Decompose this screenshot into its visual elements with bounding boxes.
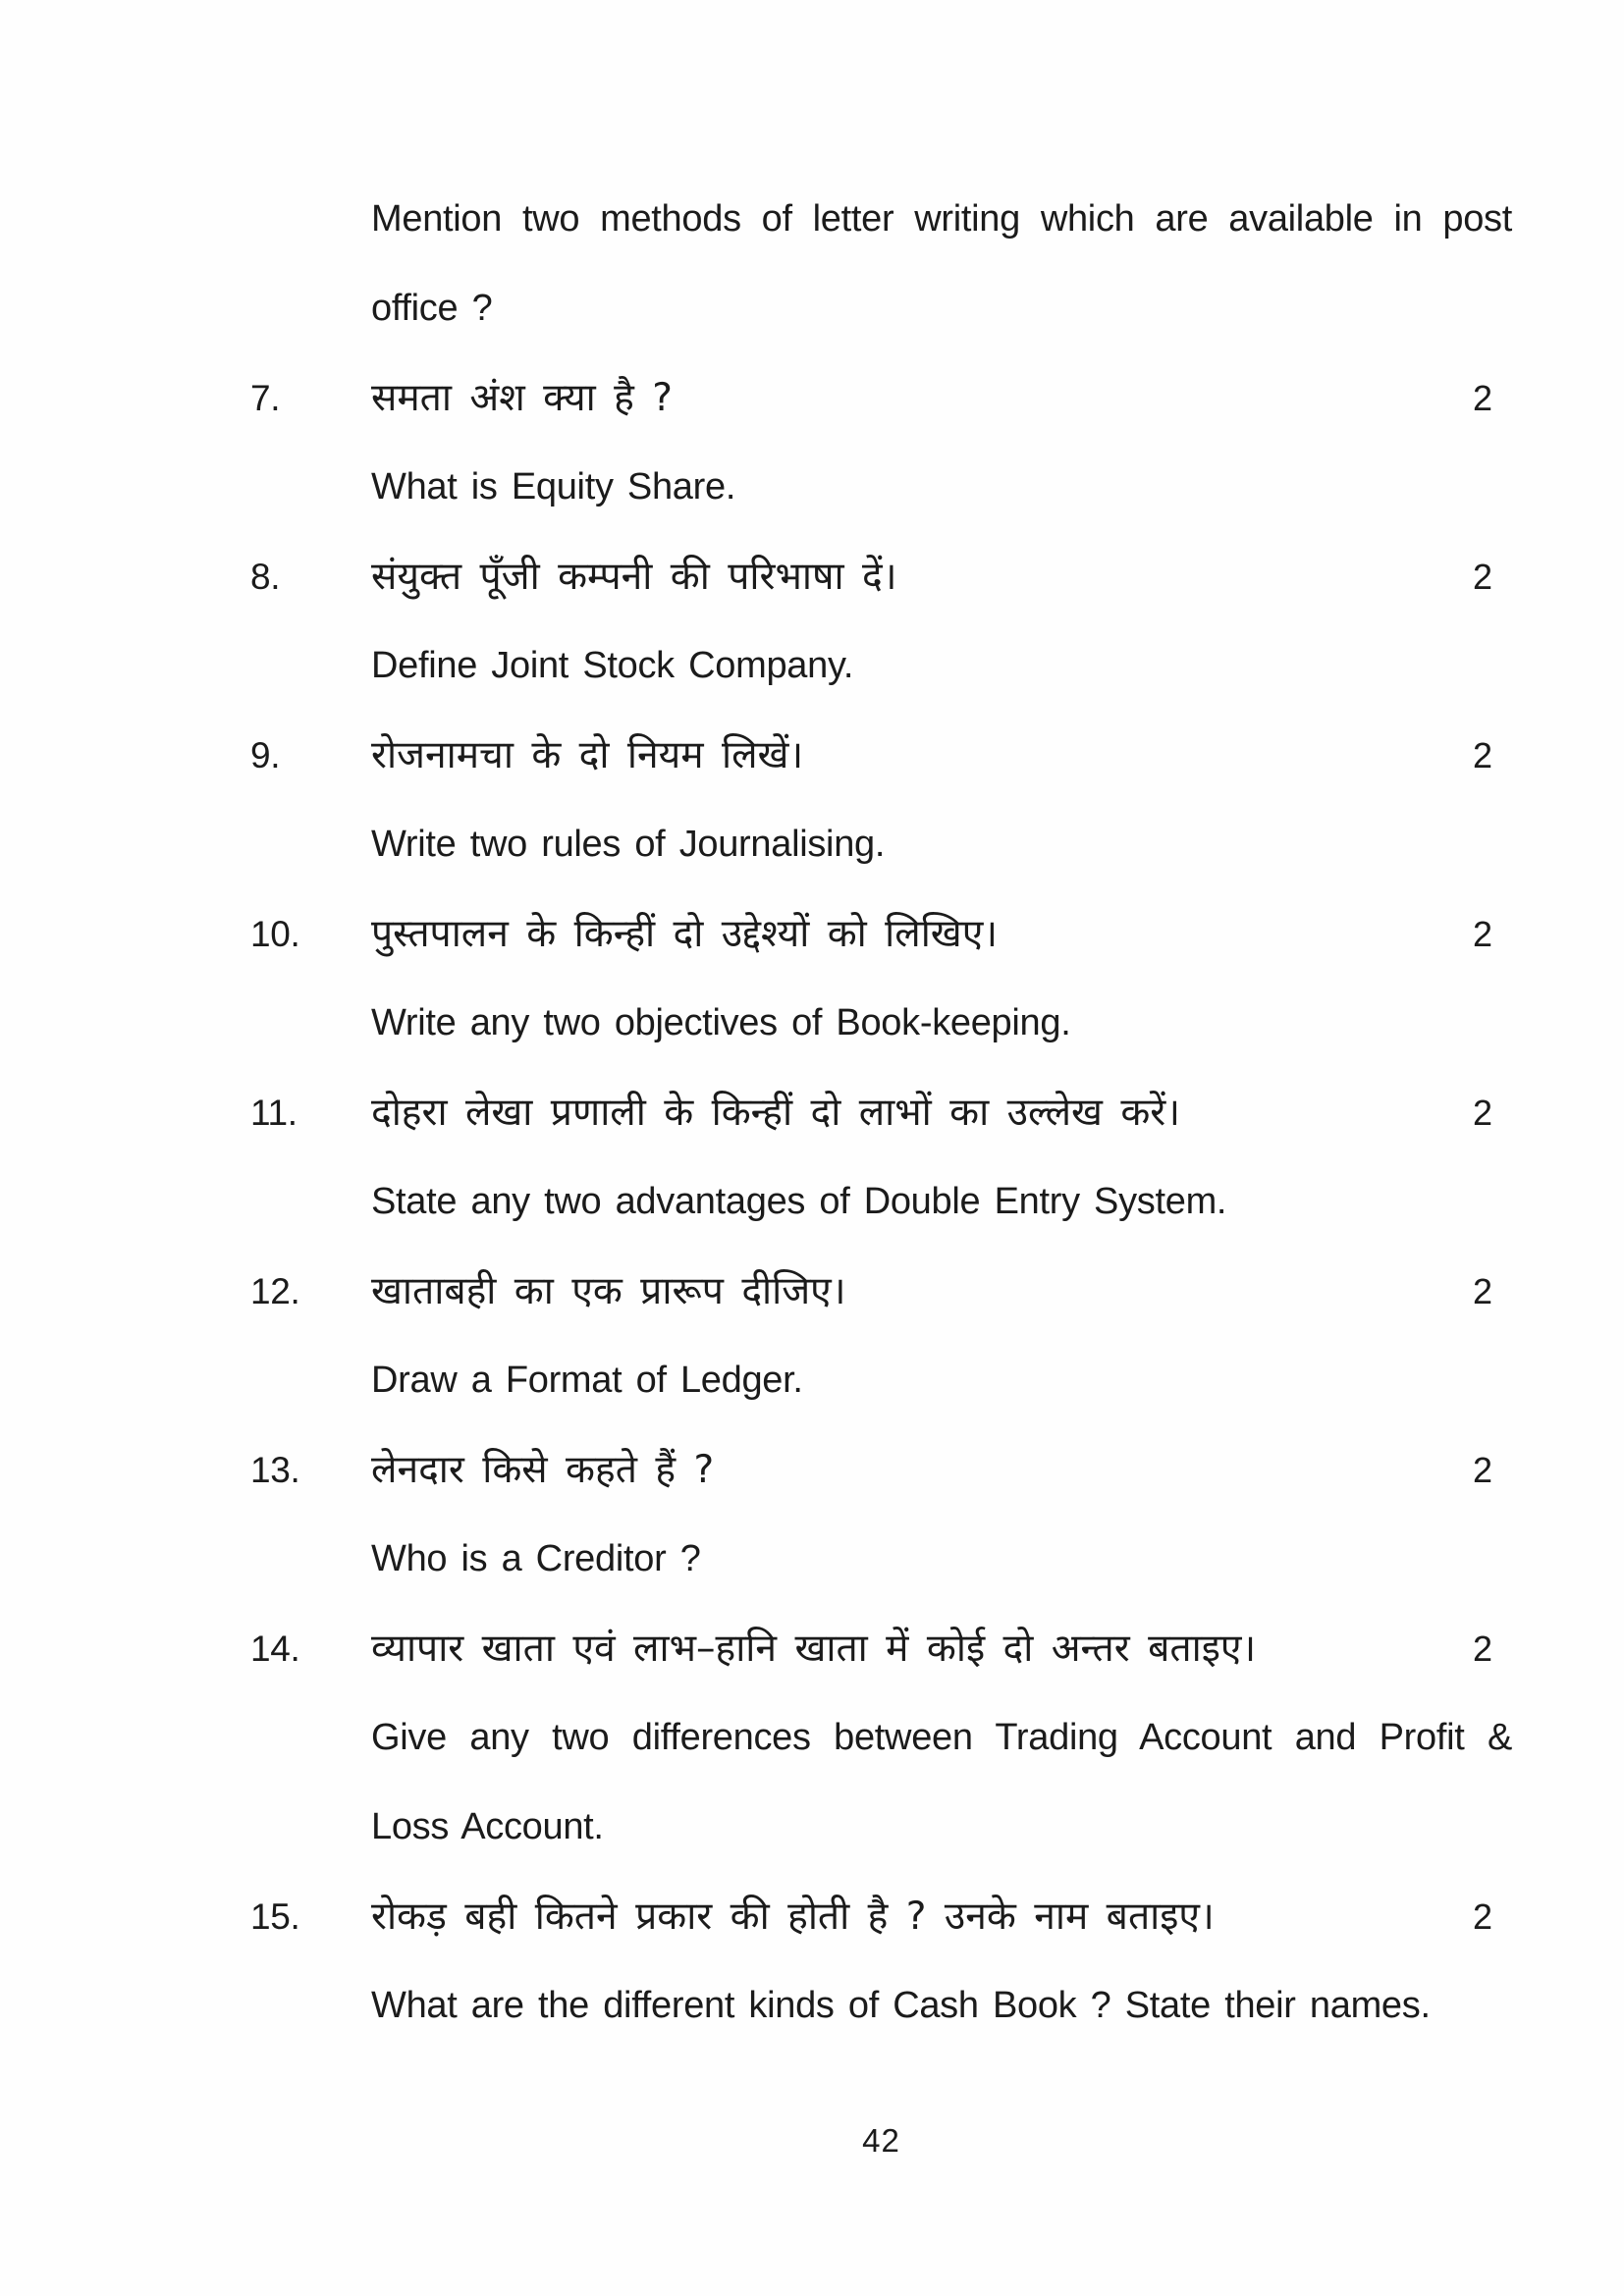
question-row	[250, 532, 1512, 621]
question-row	[250, 353, 1512, 443]
question-text-english: Give any two differences between Trading Account and Profit & Loss Account.	[371, 1717, 1512, 1847]
question-marks: 2	[1473, 557, 1493, 597]
question-marks: 2	[1473, 378, 1493, 418]
question-row	[250, 1425, 1512, 1515]
question-text-hindi: दोहरा लेखा प्रणाली के किन्हीं दो लाभों का उल्लेख करें।	[371, 1091, 1181, 1135]
question-text-hindi: समता अंश क्या है ?	[371, 376, 673, 420]
question-marks: 2	[1473, 1450, 1493, 1490]
question-row	[250, 1247, 1512, 1336]
question-marks: 2	[1473, 1629, 1493, 1669]
question-marks: 2	[1473, 1896, 1493, 1937]
question-english-continuation: Mention two methods of letter writing which are available in post office ?	[371, 198, 1512, 329]
question-text-english: Draw a Format of Ledger.	[371, 1360, 803, 1401]
question-row	[250, 1068, 1512, 1157]
question-text-english: State any two advantages of Double Entry System.	[371, 1181, 1227, 1222]
question-marks: 2	[1473, 1271, 1493, 1311]
question-number: 11.	[250, 1093, 298, 1133]
question-number: 13.	[250, 1450, 300, 1490]
question-english-row	[250, 1961, 1512, 2051]
question-row	[250, 1604, 1512, 1693]
question-number: 8.	[250, 557, 281, 597]
question-english-row	[250, 621, 1512, 711]
question-row	[250, 711, 1512, 800]
question-english-row	[250, 1693, 1512, 1872]
question-text-english: What is Equity Share.	[371, 466, 736, 507]
question-text-hindi: रोजनामचा के दो नियम लिखें।	[371, 733, 804, 777]
question-list	[250, 353, 1512, 2051]
question-text-english: Who is a Creditor ?	[371, 1538, 701, 1579]
question-english-row	[250, 800, 1512, 889]
question-number: 7.	[250, 378, 281, 418]
question-row	[250, 889, 1512, 979]
question-marks: 2	[1473, 914, 1493, 954]
question-text-hindi: पुस्तपालन के किन्हीं दो उद्देश्यों को लिखिए।	[371, 912, 999, 956]
question-number: 10.	[250, 914, 300, 954]
question-english-row	[250, 979, 1512, 1068]
question-number: 9.	[250, 735, 281, 775]
question-text-hindi: लेनदार किसे कहते हैं ?	[371, 1448, 715, 1492]
question-text-hindi: खाताबही का एक प्रारूप दीजिए।	[371, 1269, 846, 1313]
question-row	[250, 1872, 1512, 1961]
question-number: 14.	[250, 1629, 300, 1669]
question-english-row	[250, 1515, 1512, 1604]
question-text-english: Write two rules of Journalising.	[371, 824, 886, 865]
question-english-row	[250, 1157, 1512, 1247]
question-text-hindi: रोकड़ बही कितने प्रकार की होती है ? उनके नाम बताइए।	[371, 1895, 1215, 1939]
question-number: 12.	[250, 1271, 300, 1311]
question-english-row	[250, 1336, 1512, 1425]
question-number: 15.	[250, 1896, 300, 1937]
question-text-hindi: व्यापार खाता एवं लाभ–हानि खाता में कोई दो अन्तर बताइए।	[371, 1627, 1257, 1671]
page-number: 42	[862, 2122, 900, 2159]
question-text-english: What are the different kinds of Cash Book ? State their names.	[371, 1985, 1431, 2026]
question-english-row	[250, 443, 1512, 532]
question-marks: 2	[1473, 735, 1493, 775]
question-marks: 2	[1473, 1093, 1493, 1133]
question-text-english: Write any two objectives of Book-keeping.	[371, 1002, 1071, 1043]
question-text-english: Define Joint Stock Company.	[371, 645, 854, 686]
question-text-hindi: संयुक्त पूँजी कम्पनी की परिभाषा दें।	[371, 555, 897, 599]
